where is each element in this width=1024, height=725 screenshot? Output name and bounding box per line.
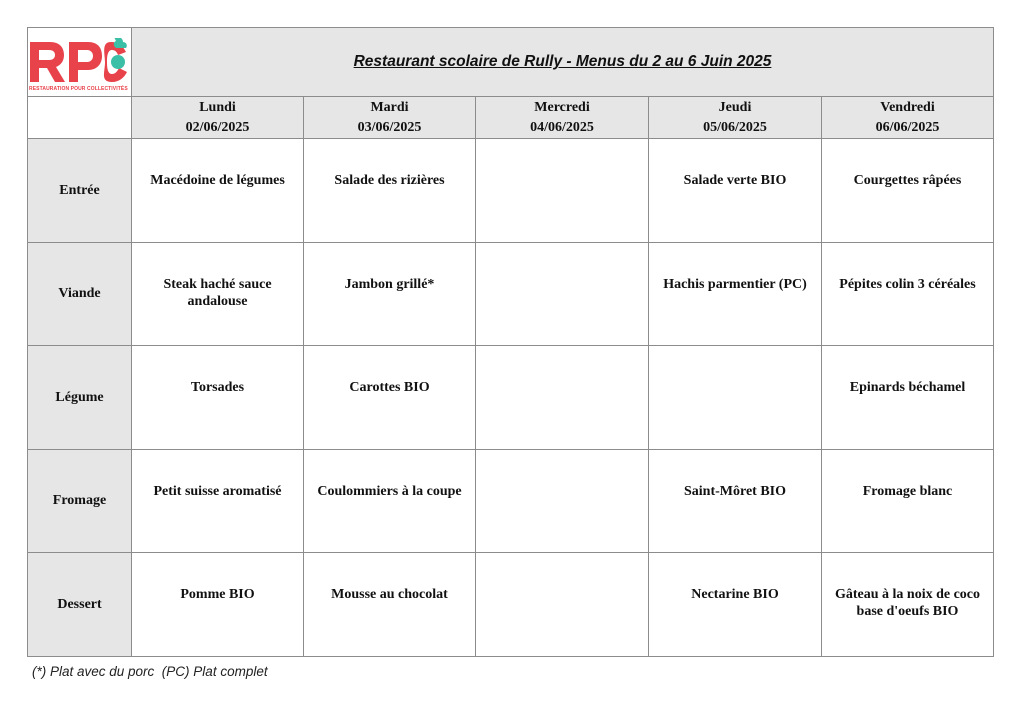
row-label-dessert: Dessert [27,552,132,657]
footnote: (*) Plat avec du porc (PC) Plat complet [32,664,268,679]
menu-cell: Saint-Môret BIO [648,449,822,553]
menu-cell: Coulommiers à la coupe [303,449,476,553]
row-label-legume: Légume [27,345,132,450]
menu-cell: Petit suisse aromatisé [131,449,304,553]
logo-subtitle: RESTAURATION POUR COLLECTIVITÉS [29,86,128,92]
menu-cell: Pépites colin 3 céréales [821,242,994,346]
day-header-jeudi [648,96,822,139]
day-name: Lundi [199,99,236,115]
menu-cell: Fromage blanc [821,449,994,553]
row-label-fromage: Fromage [27,449,132,553]
day-date: 02/06/2025 [185,119,250,135]
page-title: Restaurant scolaire de Rully - Menus du 2 au 6 Juin 2025 [353,53,772,70]
menu-cell: Gâteau à la noix de coco base d'oeufs BIO [821,552,994,657]
menu-cell: Courgettes râpées [821,138,994,243]
menu-cell: Steak haché sauce andalouse [131,242,304,346]
day-date: 03/06/2025 [357,119,422,135]
menu-cell: Torsades [131,345,304,450]
menu-cell [475,552,649,657]
menu-cell: Pomme BIO [131,552,304,657]
menu-cell [475,242,649,346]
day-header-vendredi [821,96,994,139]
menu-cell [475,138,649,243]
day-header-mardi [303,96,476,139]
menu-cell [475,449,649,553]
menu-cell: Nectarine BIO [648,552,822,657]
menu-cell [648,345,822,450]
row-label-viande: Viande [27,242,132,346]
row-label-entree: Entrée [27,138,132,243]
menu-cell: Macédoine de légumes [131,138,304,243]
day-date: 05/06/2025 [703,119,767,135]
day-name: Jeudi [718,99,752,115]
day-name: Vendredi [880,99,935,115]
logo [28,38,132,94]
menu-cell: Mousse au chocolat [303,552,476,657]
menu-cell: Jambon grillé* [303,242,476,346]
menu-cell [475,345,649,450]
menu-cell: Salade des rizières [303,138,476,243]
title-cell [131,27,994,97]
day-date: 04/06/2025 [530,119,594,135]
menu-cell: Hachis parmentier (PC) [648,242,822,346]
menu-cell: Epinards béchamel [821,345,994,450]
day-name: Mardi [370,99,409,115]
menu-cell: Salade verte BIO [648,138,822,243]
logo-cell [27,27,132,97]
day-date: 06/06/2025 [875,119,940,135]
header-corner [27,96,132,139]
day-header-lundi [131,96,304,139]
day-header-mercredi [475,96,649,139]
day-name: Mercredi [534,99,590,115]
menu-cell: Carottes BIO [303,345,476,450]
